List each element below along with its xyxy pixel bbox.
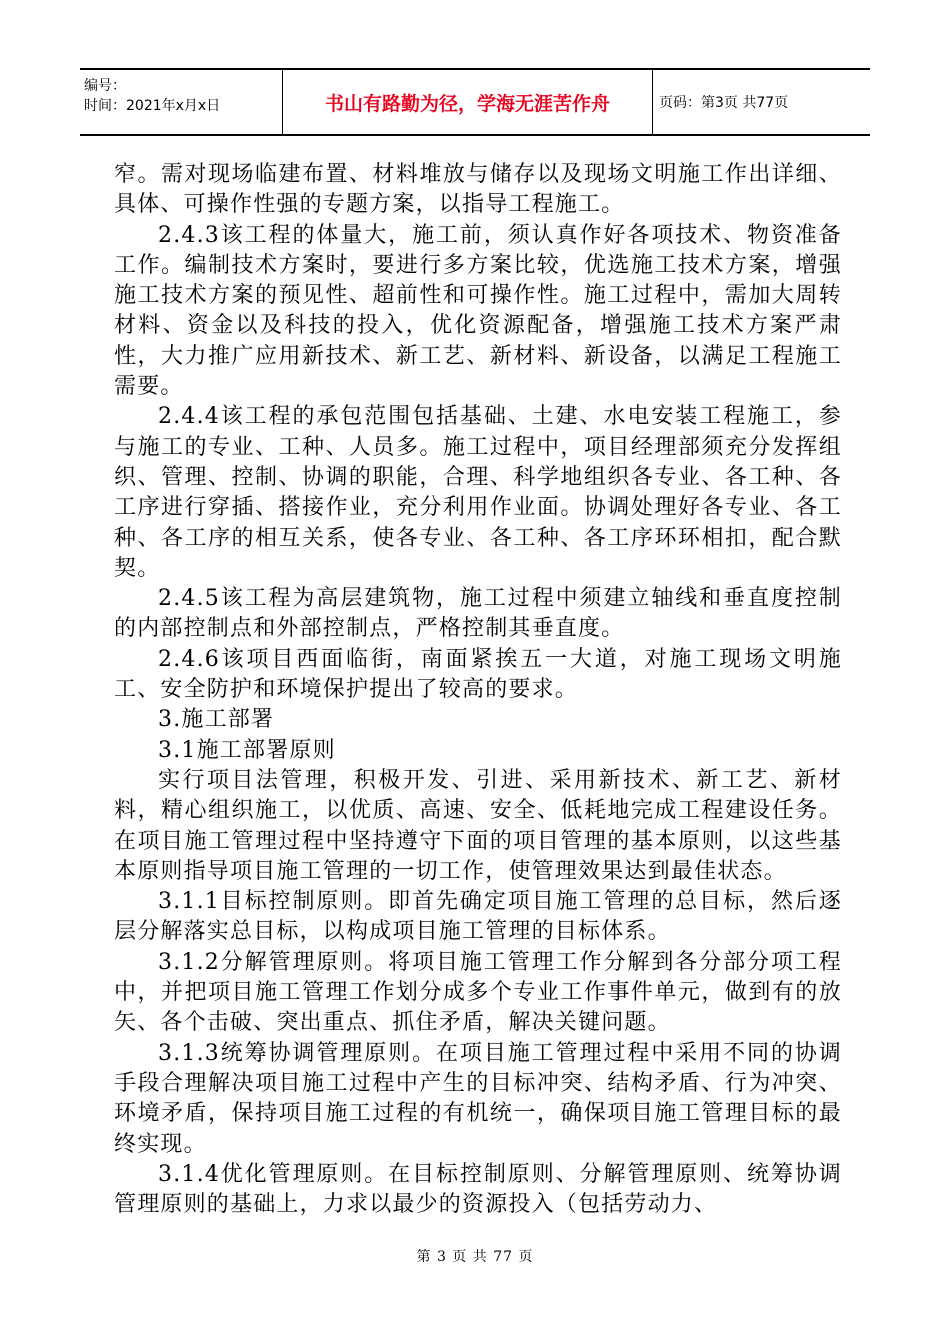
section-heading: 3.施工部署 [158,707,275,733]
paragraph: 2.4.5该工程为高层建筑物，施工过程中须建立轴线和垂直度控制的内部控制点和外部控制点，严格控制其垂直度。 [114,586,842,642]
paragraph: 2.4.6该项目西面临街，南面紧挨五一大道，对施工现场文明施工、安全防护和环境保护提出了较高的要求。 [114,646,842,703]
header-page-info: 页码：第3页 共77页 [659,95,789,111]
paragraph: 3.1.4优化管理原则。在目标控制原则、分解管理原则、统筹协调管理原则的基础上，力求以最少的资源投入（包括劳动力、 [114,1161,842,1218]
page-header [80,68,870,136]
paragraph: 2.4.3该工程的体量大，施工前，须认真作好各项技术、物资准备工作。编制技术方案时，要进行多方案比较，优选施工技术方案，增强施工技术方案的预见性、超前性和可操作性。施工过程中，需加大周转材料、资金以及科技的投入，优化资源配备，增强施工技术方案严肃性，大力推广应用新技术、新工艺、新材料、新设备，以满足工程施工需要。 [114,222,842,400]
paragraph: 3.1.1目标控制原则。即首先确定项目施工管理的总目标，然后逐层分解落实总目标，以构成项目施工管理的目标体系。 [114,889,842,945]
document-body [114,160,842,1220]
paragraph: 3.1.3统筹协调管理原则。在项目施工管理过程中采用不同的协调手段合理解决项目施工过程中产生的目标冲突、结构矛盾、行为冲突、环境矛盾，保持项目施工过程的有机统一，确保项目施工管理目标的最终实现。 [114,1040,842,1157]
document-number-label: 编号： [84,78,126,94]
document-time-label: 时间：2021年x月x日 [84,98,221,114]
paragraph: 实行项目法管理，积极开发、引进、采用新技术、新工艺、新材料，精心组织施工，以优质、高速、安全、低耗地完成工程建设任务。在项目施工管理过程中坚持遵守下面的项目管理的基本原则，以这些基本原则指导项目施工管理的一切工作，使管理效果达到最佳状态。 [114,767,842,884]
paragraph: 3.1.2分解管理原则。将项目施工管理工作分解到各分部分项工程中，并把项目施工管理工作划分成多个专业工作事件单元，做到有的放矢、各个击破、突出重点、抓住矛盾，解决关键问题。 [114,949,842,1036]
header-motto: 书山有路勤为径，学海无涯苦作舟 [283,70,653,134]
paragraph: 2.4.4该工程的承包范围包括基础、土建、水电安装工程施工，参与施工的专业、工种、人员多。施工过程中，项目经理部须充分发挥组织、管理、控制、协调的职能，合理、科学地组织各专业、各工种、各工序进行穿插、搭接作业，充分利用作业面。协调处理好各专业、各工种、各工序的相互关系，使各专业、各工种、各工序环环相扣，配合默契。 [114,404,842,581]
subsection-heading: 3.1施工部署原则 [158,737,336,763]
paragraph: 窄。需对现场临建布置、材料堆放与储存以及现场文明施工作出详细、具体、可操作性强的专题方案，以指导工程施工。 [114,162,842,218]
page-footer: 第 3 页 共 77 页 [416,1249,534,1265]
header-meta [80,70,283,134]
